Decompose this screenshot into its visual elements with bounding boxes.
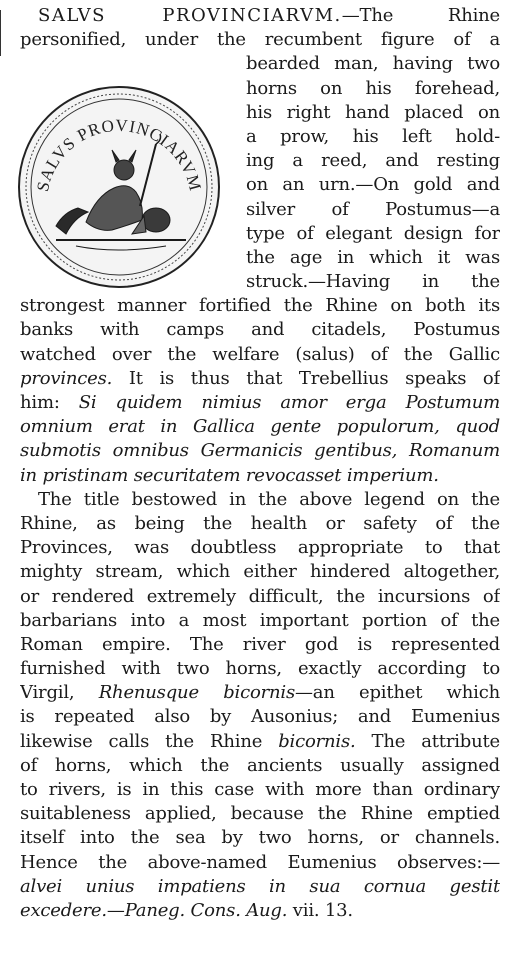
text-line: on an urn.—On gold and [246, 174, 500, 196]
text-line: The title bestowed in the above legend on the [38, 488, 500, 510]
text-line: banks with camps and citadels, Postumus [20, 319, 500, 341]
text-line: the age in which it was [246, 246, 500, 268]
text-line: suitableness applied, because the Rhine emptied [20, 803, 500, 825]
text-line: ing a reed, and resting [246, 150, 500, 172]
text-line: Hence the above-named Eumenius observes:— [20, 851, 500, 873]
text-line: Roman empire. The river god is represented [20, 633, 500, 655]
text-line: type of elegant design for [246, 222, 500, 244]
text-line: of horns, which the ancients usually assigned [20, 754, 500, 776]
margin-rule [0, 10, 1, 56]
text-line: struck.—Having in the [246, 271, 500, 293]
text-line: excedere.—Paneg. Cons. Aug. vii. 13. [20, 899, 353, 921]
text-line: bearded man, having two [246, 53, 500, 75]
text-line: barbarians into a most important portion of the [20, 609, 500, 631]
text-line: him: Si quidem nimius amor erga Postumum [20, 392, 500, 413]
text-line: personified, under the recumbent figure of a [20, 29, 500, 51]
text-line: horns on his forehead, [246, 77, 500, 99]
text-line: SALVS PROVINCIARVM.—The Rhine [38, 5, 500, 26]
text-line: Provinces, was doubtless appropriate to that [20, 537, 500, 559]
paragraph-salus [20, 0, 500, 488]
text-line: likewise calls the Rhine bicornis. The attribute [20, 730, 500, 752]
text-line: itself into the sea by two horns, or channels. [20, 827, 500, 849]
text-line: submotis omnibus Germanicis gentibus, Romanum [20, 440, 500, 462]
paragraph-title-explanation [20, 488, 500, 923]
text-line: a prow, his left hold- [246, 125, 500, 147]
text-line: or rendered extremely difficult, the incursions of [20, 585, 500, 607]
text-line: silver of Postumus—a [246, 198, 500, 220]
text-line: in pristinam securitatem revocasset imperium. [20, 464, 439, 486]
text-line: omnium erat in Gallica gente populorum, quod [20, 416, 500, 438]
coin-legend: SALVS PROVINCIARVM [32, 115, 206, 194]
text-line: his right hand placed on [246, 101, 500, 123]
document-page [20, 0, 500, 923]
text-line: mighty stream, which either hindered altogether, [20, 561, 500, 583]
text-line: provinces. It is thus that Trebellius speaks of [20, 367, 500, 389]
text-line: alvei unius impatiens in sua cornua gestit [20, 875, 500, 897]
text-line: Rhine, as being the health or safety of the [20, 512, 500, 534]
text-line: is repeated also by Ausonius; and Eumenius [20, 706, 500, 728]
text-line: furnished with two horns, exactly according to [20, 658, 500, 680]
text-line: to rivers, is in this case with more than ordinary [20, 779, 500, 800]
text-line: Virgil, Rhenusque bicornis—an epithet which [20, 682, 500, 704]
text-line: strongest manner fortified the Rhine on both its [20, 295, 500, 317]
entry-heading: SALVS PROVINCIARVM. [38, 5, 342, 26]
text-line: watched over the welfare (salus) of the Gallic [20, 343, 500, 365]
